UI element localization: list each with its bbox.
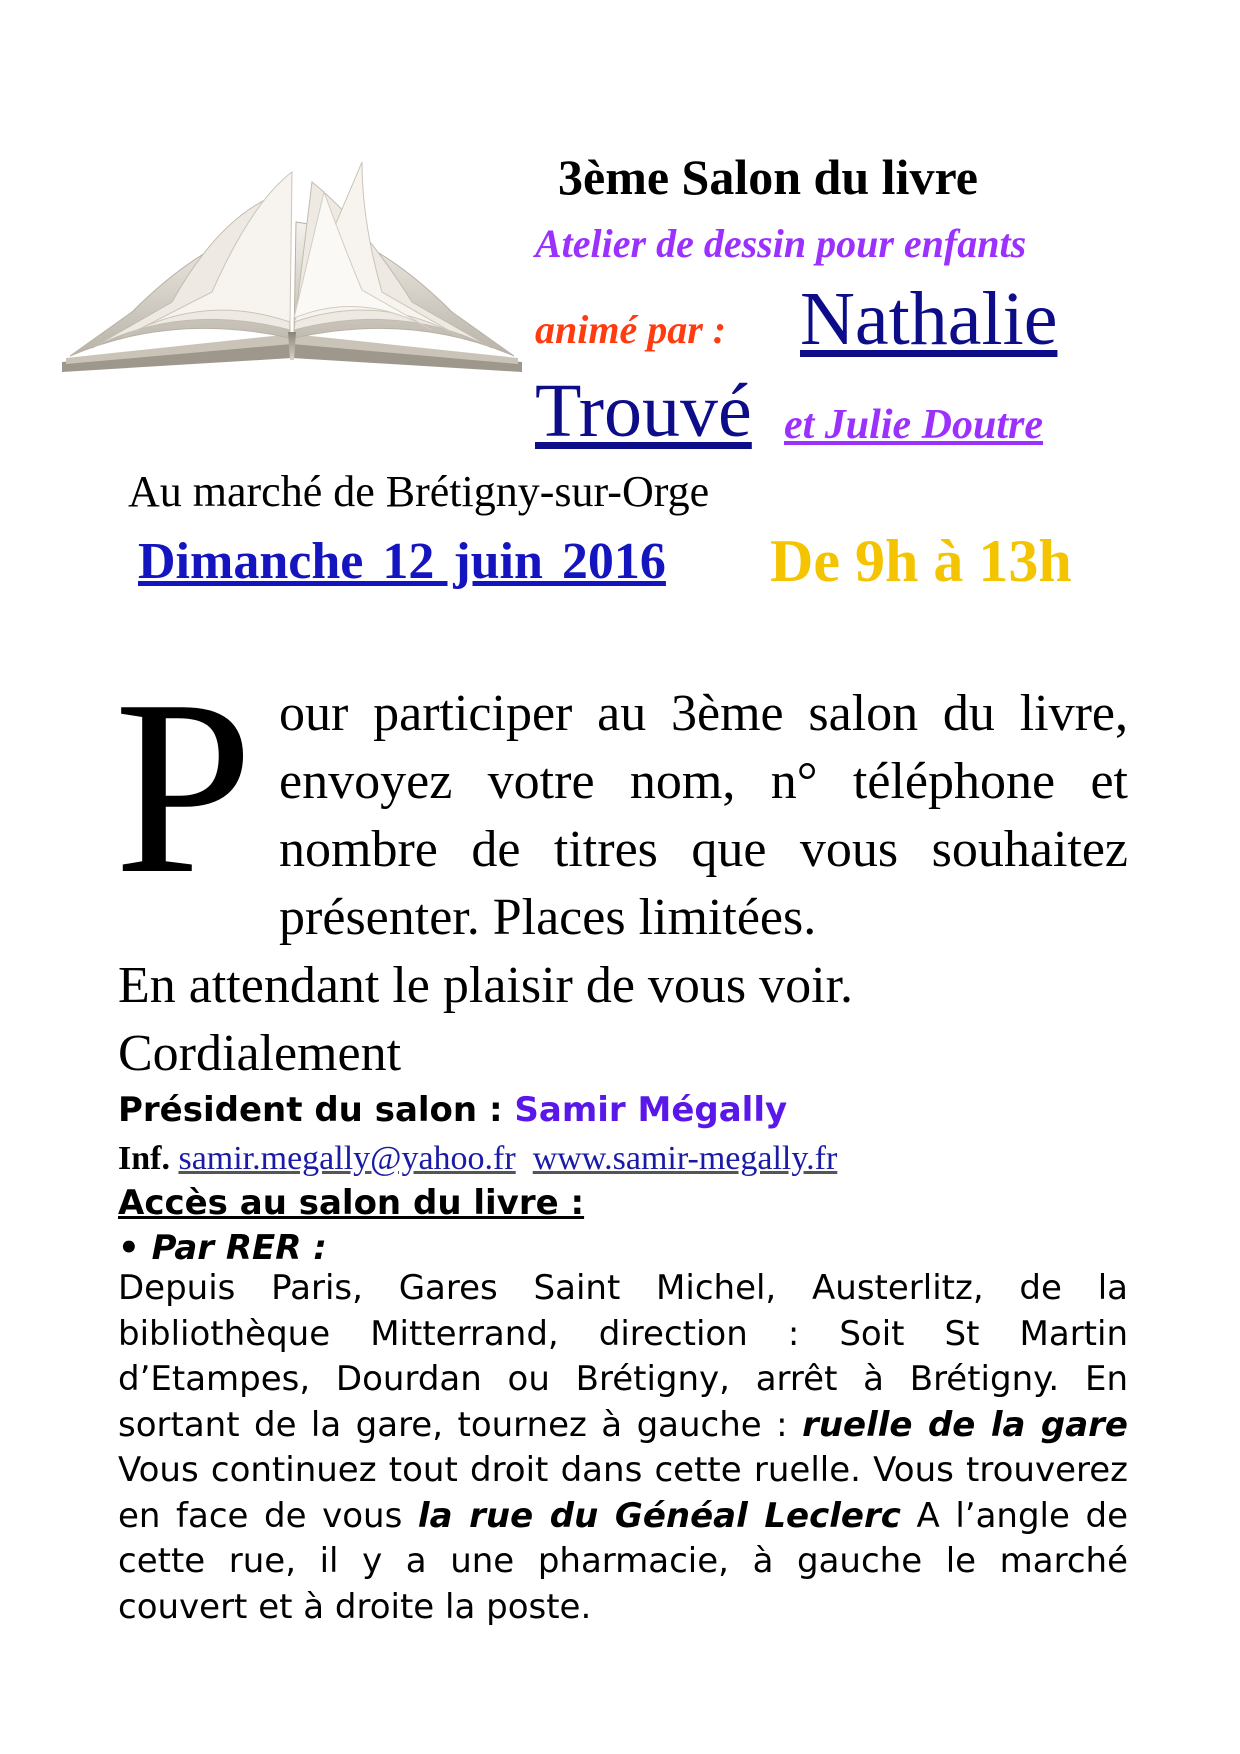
host-last-name: Trouvé bbox=[535, 369, 752, 453]
directions-part-1: Depuis Paris, Gares Saint Michel, Austerlitz, de la bibliothèque Mitterrand, direction : Soit St Martin d’Etampes, Dourdan ou Brétigny, arrêt à Brétigny. En sortant de la gare, tournez à gauche : bbox=[118, 1268, 1128, 1445]
drop-cap: P bbox=[114, 649, 254, 926]
president-line bbox=[118, 1090, 787, 1130]
access-title: Accès au salon du livre : bbox=[118, 1183, 585, 1223]
event-subtitle: Atelier de dessin pour enfants bbox=[535, 221, 1027, 266]
event-date: Dimanche 12 juin 2016 bbox=[138, 533, 666, 590]
info-line bbox=[118, 1140, 837, 1178]
open-book-icon bbox=[62, 162, 522, 376]
street-ruelle-de-la-gare: ruelle de la gare bbox=[802, 1404, 1128, 1445]
host-first-name: Nathalie bbox=[800, 277, 1058, 361]
directions-part-3: A l’angle de cette rue, il y a une pharmacie, à gauche le marché couvert et à droite la poste. bbox=[118, 1495, 1129, 1627]
president-label: Président du salon : bbox=[118, 1090, 515, 1130]
website-link[interactable]: www.samir-megally.fr bbox=[532, 1140, 838, 1177]
rer-directions bbox=[118, 1266, 1128, 1630]
event-location: Au marché de Brétigny-sur-Orge bbox=[128, 467, 710, 516]
invitation-paragraph: our participer au 3ème salon du livre, envoyez votre nom, n° téléphone et nombre de titres que vous souhaitez présenter. Places limitées. bbox=[279, 685, 1128, 946]
info-label: Inf. bbox=[118, 1140, 170, 1177]
street-general-leclerc: la rue du Généal Leclerc bbox=[417, 1495, 901, 1536]
rer-title: • Par RER : bbox=[118, 1228, 327, 1268]
event-hours: De 9h à 13h bbox=[770, 528, 1072, 594]
president-name: Samir Mégally bbox=[514, 1090, 788, 1130]
closing: Cordialement bbox=[118, 1025, 402, 1082]
animated-by-label: animé par : bbox=[535, 307, 727, 352]
invitation-text bbox=[114, 649, 1128, 1088]
email-link[interactable]: samir.megally@yahoo.fr bbox=[178, 1140, 516, 1177]
waiting-line: En attendant le plaisir de vous voir. bbox=[118, 957, 854, 1014]
directions-part-2: Vous continuez tout droit dans cette ruelle. Vous trouverez en face de vous bbox=[118, 1450, 1128, 1536]
event-title: 3ème Salon du livre bbox=[558, 149, 978, 205]
co-host: et Julie Doutre bbox=[784, 402, 1043, 448]
